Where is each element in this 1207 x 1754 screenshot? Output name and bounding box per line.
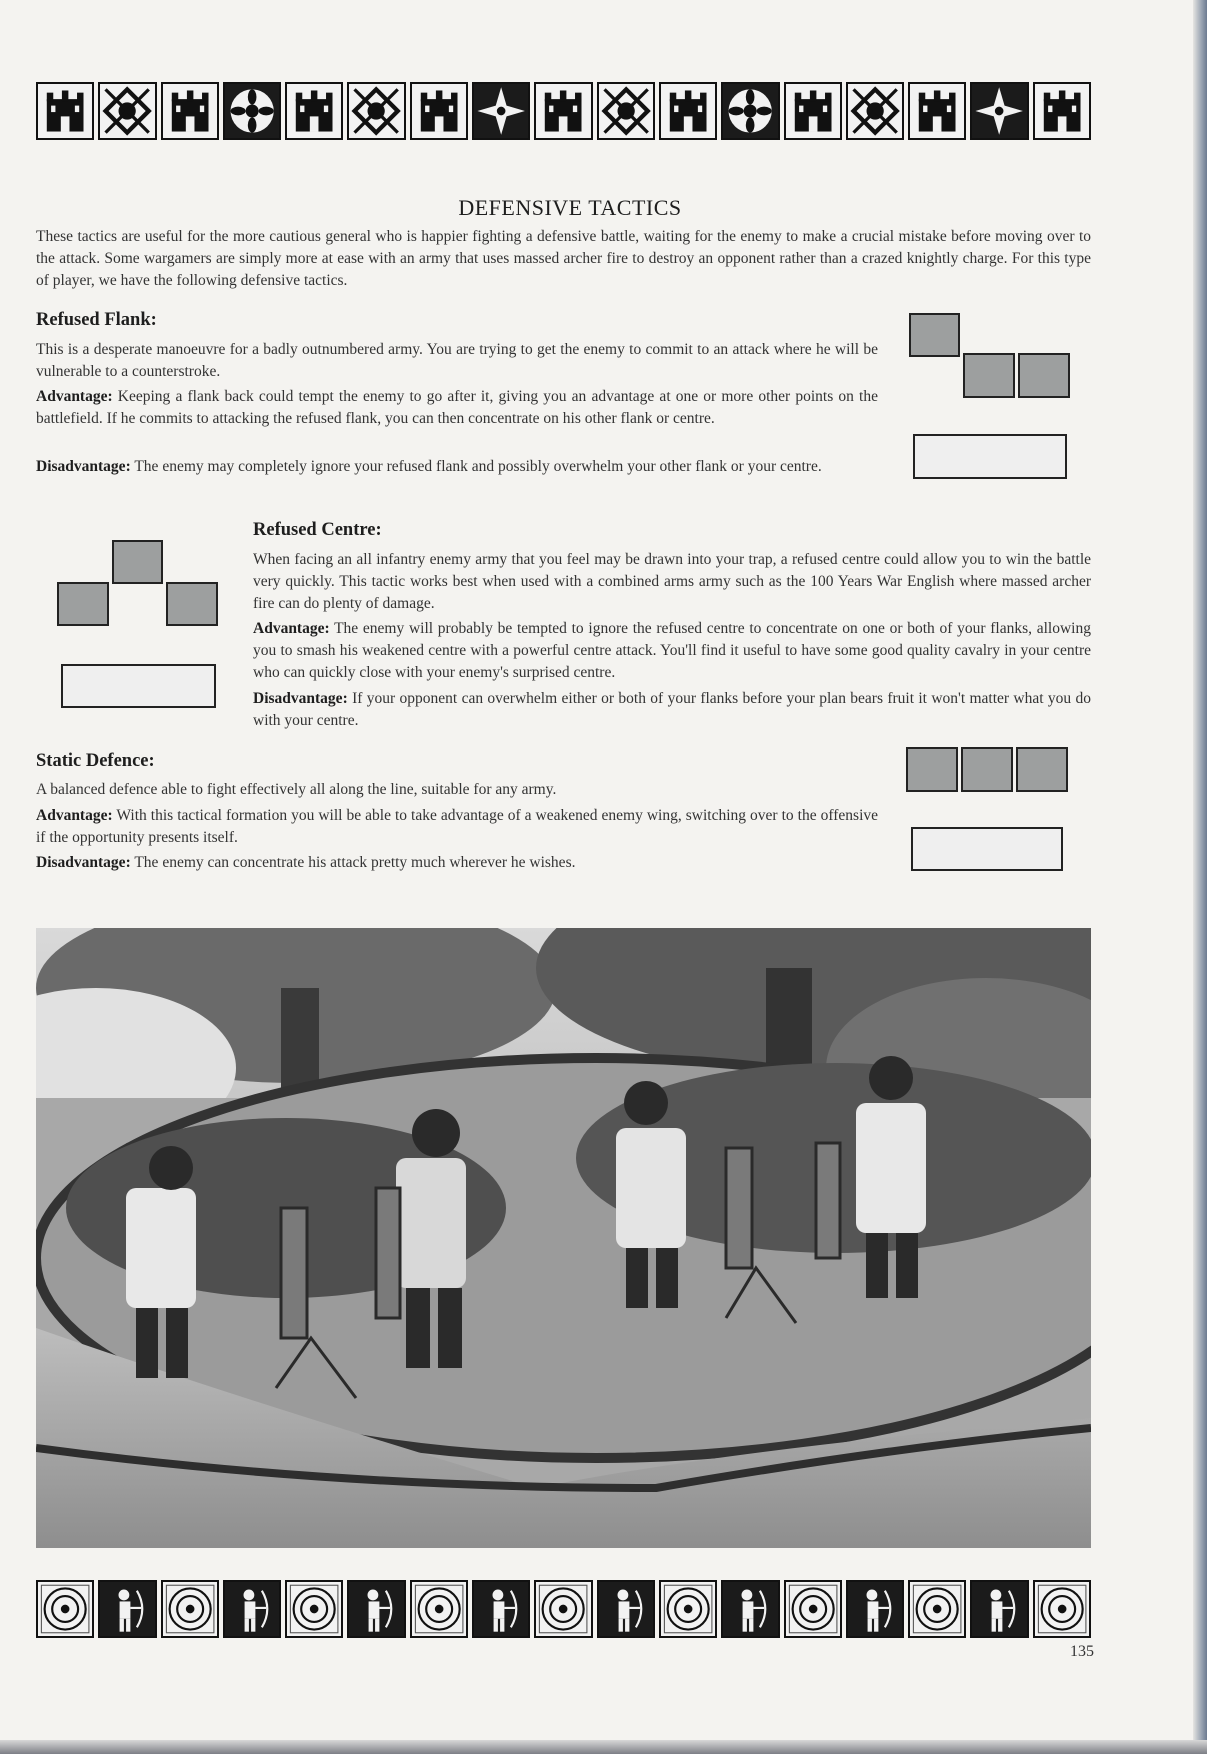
advantage-label: Advantage:	[36, 807, 113, 824]
refused-flank-advantage	[36, 386, 878, 430]
static-defence-disadvantage	[36, 852, 878, 874]
advantage-label: Advantage:	[36, 388, 113, 405]
reserve-block	[911, 827, 1063, 871]
static-defence-body: A balanced defence able to fight effectively all along the line, suitable for any army.	[36, 781, 557, 798]
disadvantage-text: If your opponent can overwhelm either or both of your flanks before your plan bears fruit it won't matter what you do with your centre.	[253, 690, 1092, 729]
page-title: DEFENSIVE TACTICS	[458, 195, 682, 220]
target-tile-icon	[908, 1580, 966, 1638]
advantage-text: The enemy will probably be tempted to ignore the refused centre to concentrate on one or both of your flanks, allowing you to smash his weakened centre with a powerful centre attack. You'll find it useful to have some good quality cavalry in your centre who can quickly close with your enemy's surprised centre.	[253, 620, 1091, 681]
refused-centre-heading: Refused Centre:	[253, 520, 382, 540]
unit-block	[906, 747, 958, 792]
refused-flank-body: This is a desperate manoeuvre for a badly outnumbered army. You are trying to get the enemy to commit to an attack where he will be vulnerable to a counterstroke.	[36, 341, 878, 380]
archer-tile-icon	[846, 1580, 904, 1638]
archer-tile-icon	[970, 1580, 1028, 1638]
refused-flank-heading: Refused Flank:	[36, 310, 157, 330]
unit-block	[112, 540, 163, 584]
disadvantage-label: Disadvantage:	[36, 854, 131, 871]
castle-tile-icon	[36, 82, 94, 140]
photo-scene	[36, 928, 1091, 1548]
static-defence-advantage	[36, 805, 878, 849]
archer-tile-icon	[597, 1580, 655, 1638]
reserve-block	[61, 664, 216, 708]
refused-centre-advantage	[253, 618, 1091, 684]
advantage-text: Keeping a flank back could tempt the enemy to go after it, giving you an advantage at one or more other points on the battlefield. If he commits to attacking the refused flank, you can then concentrate on his other flank or centre.	[36, 388, 878, 427]
knot-tile-icon	[347, 82, 405, 140]
refused-centre-body: When facing an all infantry enemy army that you feel may be drawn into your trap, a refused centre could allow you to win the battle very quickly. This tactic works best when used with a combined arms army such as the 100 Years War English where massed archer fire can do plenty of damage.	[253, 551, 1091, 612]
reserve-block	[913, 434, 1067, 479]
knot-tile-icon	[597, 82, 655, 140]
unit-block	[961, 747, 1013, 792]
target-tile-icon	[161, 1580, 219, 1638]
castle-tile-icon	[908, 82, 966, 140]
target-tile-icon	[410, 1580, 468, 1638]
star-tile-icon	[472, 82, 530, 140]
star-tile-icon	[970, 82, 1028, 140]
target-tile-icon	[285, 1580, 343, 1638]
unit-block	[57, 582, 109, 626]
archer-tile-icon	[223, 1580, 281, 1638]
disadvantage-text: The enemy may completely ignore your refused flank and possibly overwhelm your other flank or your centre.	[134, 458, 822, 475]
knot-tile-icon	[846, 82, 904, 140]
target-tile-icon	[784, 1580, 842, 1638]
disadvantage-label: Disadvantage:	[36, 458, 131, 475]
target-tile-icon	[1033, 1580, 1091, 1638]
castle-tile-icon	[1033, 82, 1091, 140]
miniatures-photo	[36, 928, 1091, 1548]
knot-tile-icon	[98, 82, 156, 140]
page-bottom-edge	[0, 1740, 1207, 1754]
page-number: 135	[1070, 1643, 1094, 1660]
advantage-label: Advantage:	[253, 620, 330, 637]
unit-block	[909, 313, 960, 357]
unit-block	[963, 353, 1015, 398]
page-edge	[1193, 0, 1207, 1754]
target-tile-icon	[534, 1580, 592, 1638]
castle-tile-icon	[285, 82, 343, 140]
refused-centre-disadvantage	[253, 688, 1091, 732]
castle-tile-icon	[410, 82, 468, 140]
intro-paragraph: These tactics are useful for the more cautious general who is happier fighting a defensive battle, waiting for the enemy to make a crucial mistake before moving over to the attack. Some wargamers are simply more at ease with an army that uses massed archer fire to destroy an opponent rather than a crazed knightly charge. For this type of player, we have the following defensive tactics.	[36, 228, 1091, 289]
rosette-tile-icon	[721, 82, 779, 140]
target-tile-icon	[36, 1580, 94, 1638]
disadvantage-text: The enemy can concentrate his attack pretty much wherever he wishes.	[134, 854, 576, 871]
static-defence-heading: Static Defence:	[36, 751, 155, 771]
disadvantage-label: Disadvantage:	[253, 690, 348, 707]
archer-tile-icon	[472, 1580, 530, 1638]
target-tile-icon	[659, 1580, 717, 1638]
bottom-ornamental-border	[36, 1580, 1091, 1638]
rosette-tile-icon	[223, 82, 281, 140]
archer-tile-icon	[98, 1580, 156, 1638]
advantage-text: With this tactical formation you will be able to take advantage of a weakened enemy wing, switching over to the offensive if the opportunity presents itself.	[36, 807, 878, 846]
unit-block	[166, 582, 218, 626]
castle-tile-icon	[784, 82, 842, 140]
castle-tile-icon	[161, 82, 219, 140]
castle-tile-icon	[659, 82, 717, 140]
refused-flank-disadvantage	[36, 456, 878, 478]
archer-tile-icon	[721, 1580, 779, 1638]
unit-block	[1018, 353, 1070, 398]
castle-tile-icon	[534, 82, 592, 140]
archer-tile-icon	[347, 1580, 405, 1638]
top-ornamental-border	[36, 82, 1091, 140]
unit-block	[1016, 747, 1068, 792]
